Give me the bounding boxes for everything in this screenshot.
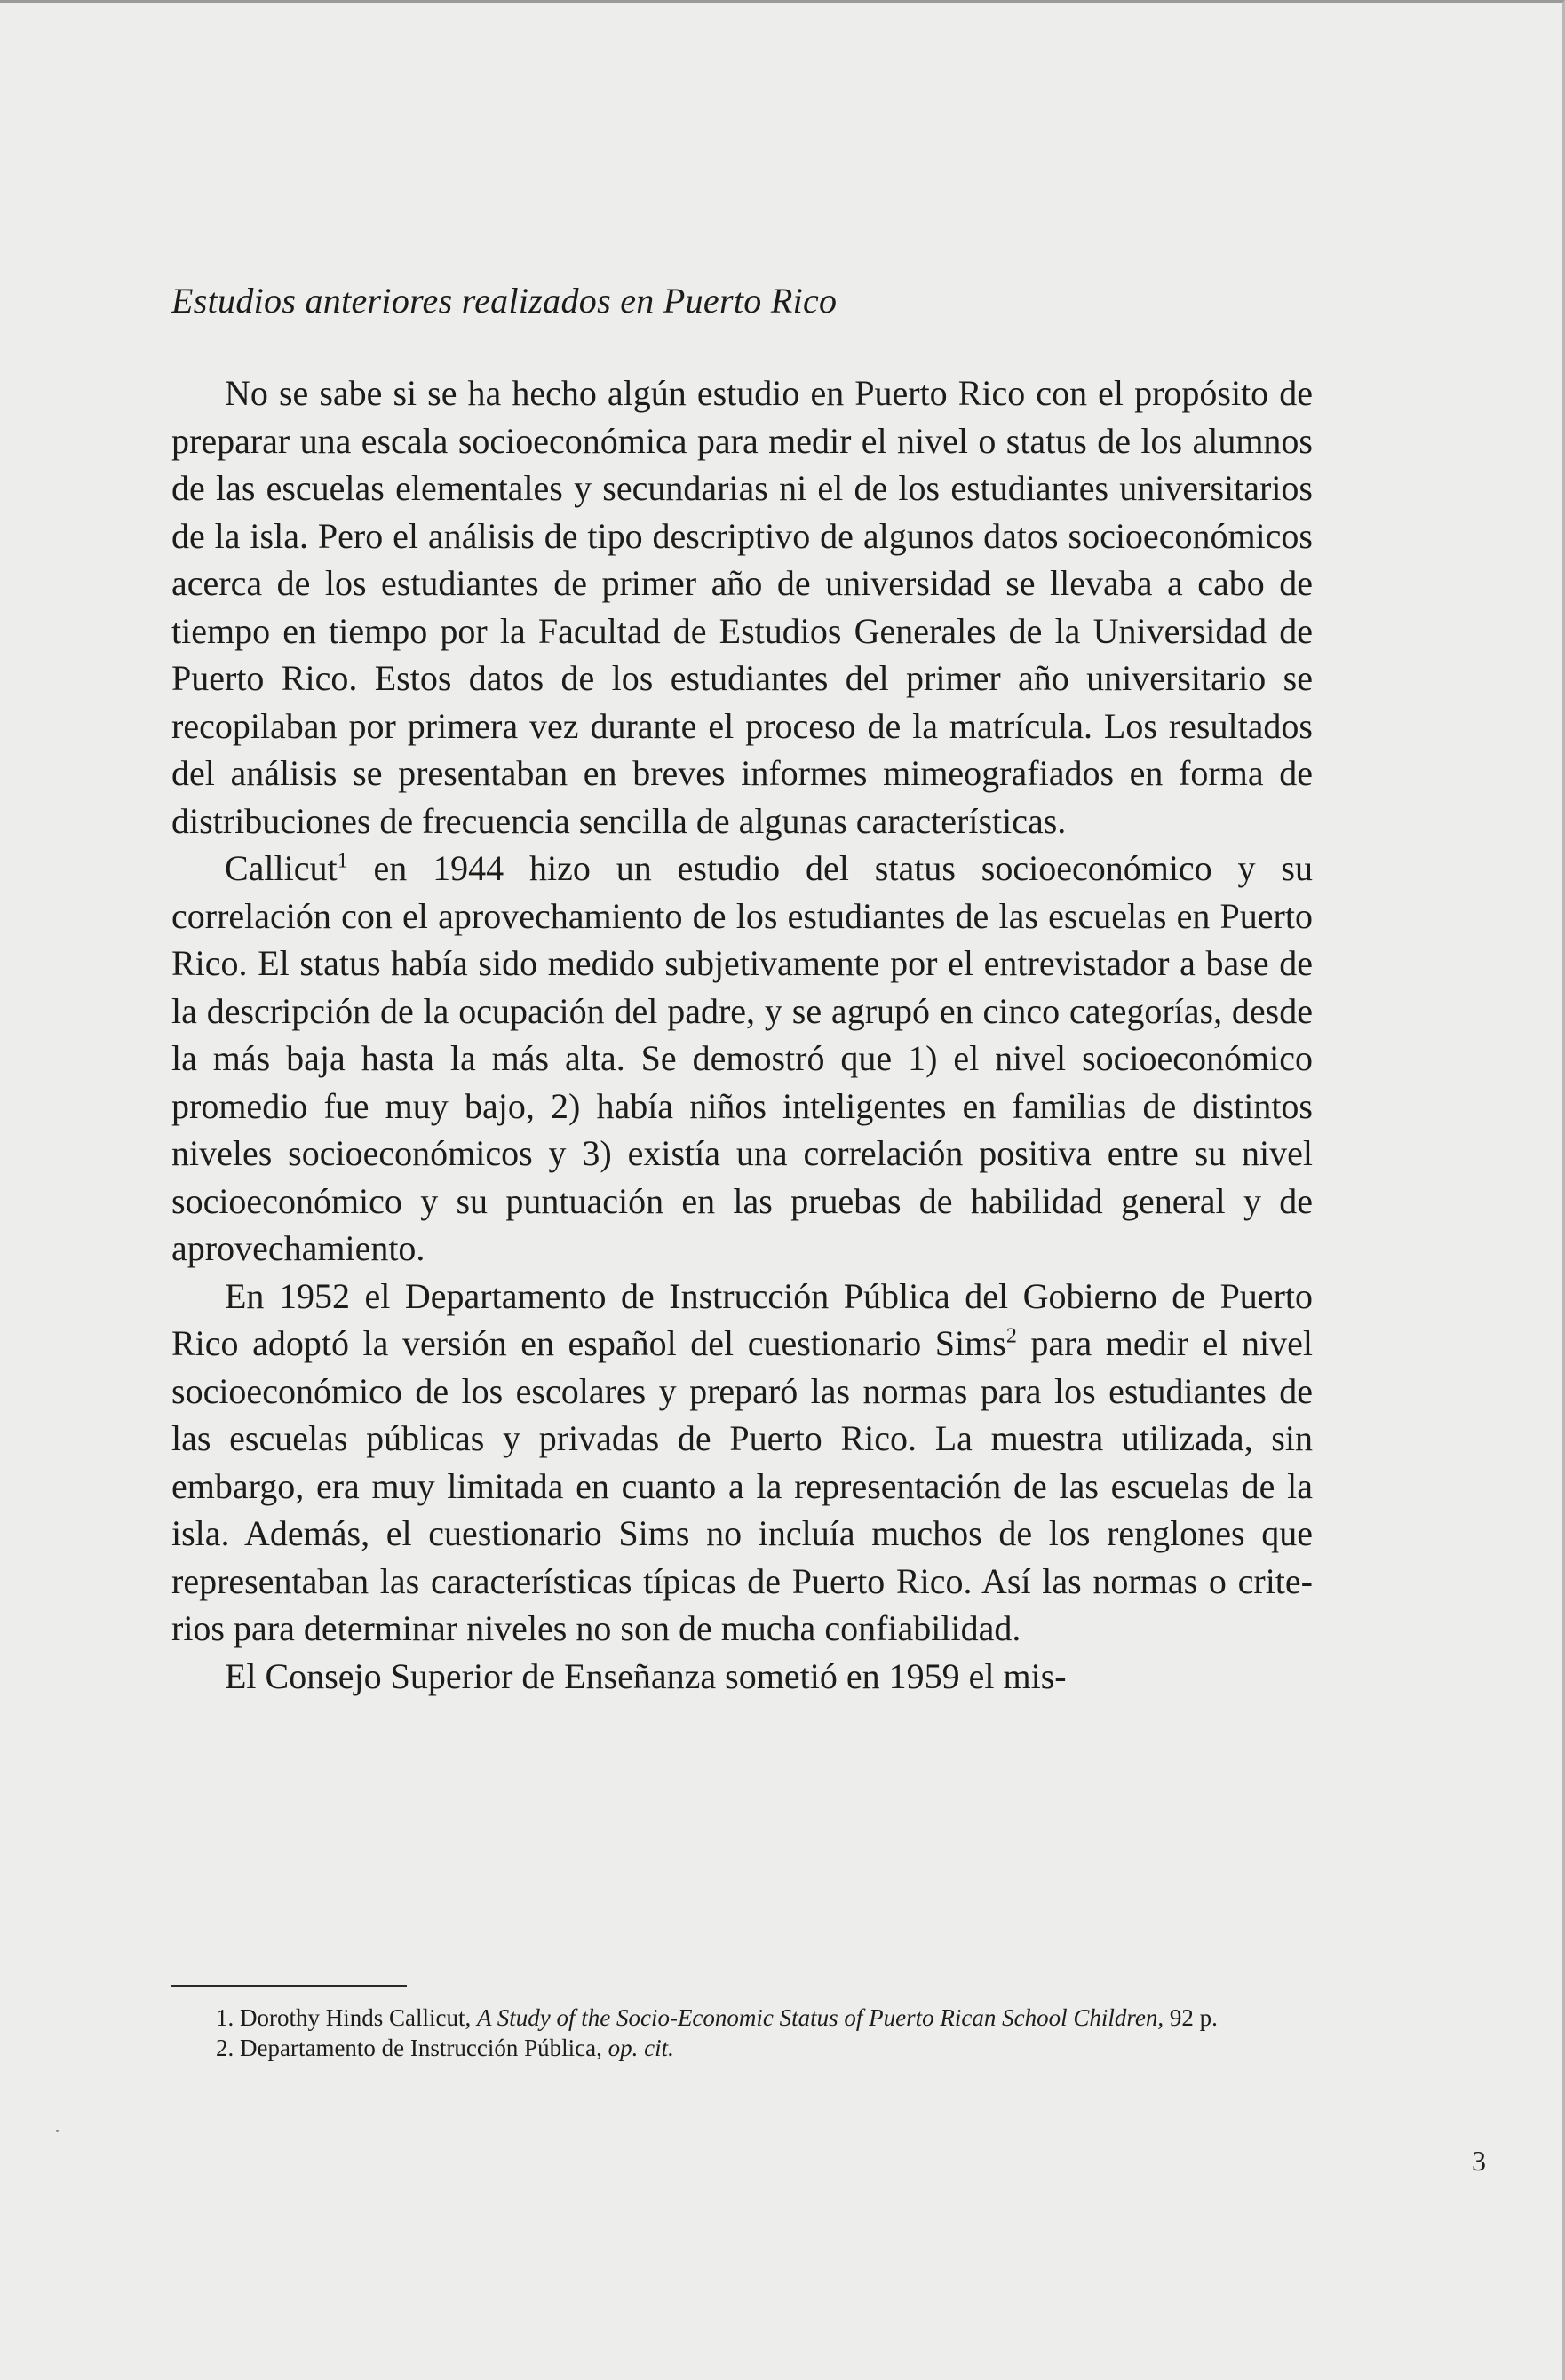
footnote-tail: 92 p. [1169, 2004, 1218, 2031]
footnote-divider [171, 1985, 407, 1987]
footnote-ref-2: 2 [1005, 1324, 1017, 1348]
paragraph-2 [171, 845, 1313, 1273]
section-heading: Estudios anteriores realizados en Puerto Rico [171, 281, 838, 321]
footnote-number: 1. [216, 2004, 234, 2031]
footnote-title: op. cit. [608, 2035, 674, 2061]
body-text [171, 369, 1313, 1700]
page-number: 3 [1472, 2145, 1486, 2177]
footnote-title: A Study of the Socio-Economic Status of Puerto Rican School Children, [476, 2004, 1164, 2031]
footnote-2 [171, 2033, 1313, 2063]
paragraph-2-rest: en 1944 hizo un estudio del status socioeconómico y su correlación con el aprovechamiento de los estudiantes de las escuelas en Puerto Rico. El status había sido medido subjetivamente por el entrevistador a base de la descripción de la ocupación del padre, y se agrupó en cinco categorías, desde la más baja hasta la más alta. Se demostró que 1) el nivel socioeconómico promedio fue muy bajo, 2) había niños inteligentes en familias de distintos niveles socioeconómicos y 3) existía una correlación positiva entre su nivel socioeconómico y su puntuación en las pruebas de habilidad general y de aprovechamiento. [171, 848, 1313, 1268]
paragraph-4: El Consejo Superior de Enseñanza sometió en 1959 el mis- [225, 1655, 1067, 1696]
footnotes [171, 2003, 1313, 2063]
paper-speck [56, 2130, 59, 2132]
footnote-author: Departamento de Instrucción Pública, [240, 2035, 602, 2061]
paragraph-3-lead: En 1952 el Departamento de Instrucción Pública del Gobierno de Puerto Rico adoptó la versión en español del cuestionario Sims [171, 1275, 1313, 1363]
footnote-author: Dorothy Hinds Callicut, [240, 2004, 472, 2031]
footnote-number: 2. [216, 2035, 234, 2061]
paragraph-3-rest: para medir el nivel socioeconómico de los escolares y preparó las normas para los estudiantes de las escuelas públicas y privadas de Puerto Rico. La muestra utilizada, sin embargo, era muy limitada en cuanto a la representación de las escuelas de la isla. Además, el cuestionario Sims no incluía muchos de los renglones que representaban las características típicas de Puerto Rico. Así las normas o criterios para determinar niveles no son de mucha confiabilidad. [171, 1323, 1314, 1648]
paragraph-3 [171, 1273, 1313, 1653]
footnote-ref-1: 1 [337, 849, 348, 873]
footnote-1 [171, 2003, 1313, 2033]
paragraph-2-lead: Callicut [225, 848, 338, 888]
paragraph-1: No se sabe si se ha hecho algún estudio en Puerto Rico con el propósito de preparar una escala socioeconómica para medir el nivel o status de los alumnos de las escuelas elementales y secundarias ni el de los estudiantes universitarios de la isla. Pero el análisis de tipo descriptivo de algunos datos socioeconómicos acerca de los estudiantes de primer año de universidad se llevaba a cabo de tiempo en tiempo por la Facultad de Estudios Generales de la Universidad de Puerto Rico. Estos datos de los estudiantes del primer año universitario se recopilaban por primera vez durante el proceso de la matrícula. Los resultados del análisis se presentaban en breves informes mimeografiados en forma de distribuciones de frecuencia sencilla de algunas características. [171, 373, 1313, 841]
